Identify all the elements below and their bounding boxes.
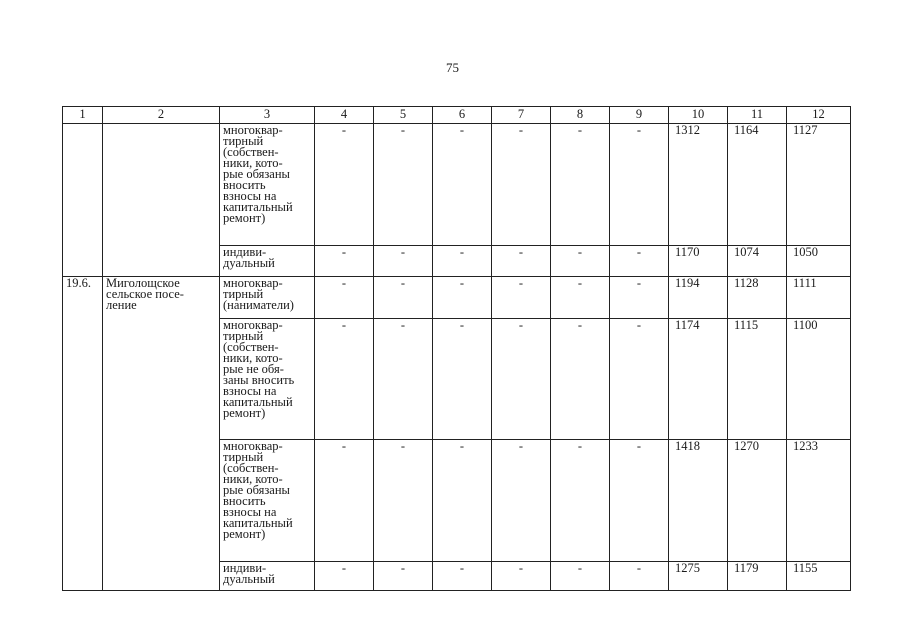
value-cell: 1194 xyxy=(669,277,728,319)
column-header: 6 xyxy=(433,107,492,124)
empty-value: - xyxy=(374,440,433,562)
table-row xyxy=(63,277,851,319)
column-header: 4 xyxy=(315,107,374,124)
value-cell: 1233 xyxy=(787,440,851,562)
tariff-table xyxy=(62,106,851,591)
empty-value: - xyxy=(433,246,492,277)
empty-value: - xyxy=(610,277,669,319)
empty-value: - xyxy=(374,124,433,246)
column-header: 10 xyxy=(669,107,728,124)
value-cell: 1127 xyxy=(787,124,851,246)
empty-value: - xyxy=(610,124,669,246)
value-cell: 1050 xyxy=(787,246,851,277)
empty-value: - xyxy=(374,277,433,319)
column-header: 7 xyxy=(492,107,551,124)
value-cell: 1170 xyxy=(669,246,728,277)
column-header: 9 xyxy=(610,107,669,124)
empty-value: - xyxy=(374,562,433,591)
housing-type: индиви- дуальный xyxy=(220,562,315,591)
page-number: 75 xyxy=(446,60,459,75)
empty-value: - xyxy=(610,562,669,591)
value-cell: 1128 xyxy=(728,277,787,319)
empty-value: - xyxy=(315,440,374,562)
housing-type: индиви- дуальный xyxy=(220,246,315,277)
housing-type: многоквар- тирный (собствен- ники, кото- рые не обя- заны вносить взносы на капитальный ремонт) xyxy=(220,319,315,440)
empty-value: - xyxy=(551,277,610,319)
empty-value: - xyxy=(315,277,374,319)
value-cell: 1275 xyxy=(669,562,728,591)
empty-value: - xyxy=(492,246,551,277)
empty-value: - xyxy=(551,562,610,591)
empty-value: - xyxy=(433,319,492,440)
empty-value: - xyxy=(551,246,610,277)
column-header: 5 xyxy=(374,107,433,124)
value-cell: 1270 xyxy=(728,440,787,562)
empty-value: - xyxy=(492,277,551,319)
value-cell: 1100 xyxy=(787,319,851,440)
empty-value: - xyxy=(492,562,551,591)
settlement-name xyxy=(103,124,220,277)
column-header: 1 xyxy=(63,107,103,124)
value-cell: 1155 xyxy=(787,562,851,591)
value-cell: 1111 xyxy=(787,277,851,319)
housing-type: многоквар- тирный (собствен- ники, кото- рые обязаны вносить взносы на капитальный ремонт) xyxy=(220,124,315,246)
empty-value: - xyxy=(492,319,551,440)
empty-value: - xyxy=(315,319,374,440)
column-header: 11 xyxy=(728,107,787,124)
value-cell: 1179 xyxy=(728,562,787,591)
housing-type: многоквар- тирный (собствен- ники, кото- рые обязаны вносить взносы на капитальный ремонт) xyxy=(220,440,315,562)
value-cell: 1312 xyxy=(669,124,728,246)
empty-value: - xyxy=(374,246,433,277)
empty-value: - xyxy=(433,277,492,319)
column-number-row xyxy=(63,107,851,124)
row-number xyxy=(63,124,103,277)
empty-value: - xyxy=(551,440,610,562)
empty-value: - xyxy=(374,319,433,440)
empty-value: - xyxy=(433,124,492,246)
empty-value: - xyxy=(551,124,610,246)
column-header: 8 xyxy=(551,107,610,124)
settlement-name: Миголощское сельское посе- ление xyxy=(103,277,220,591)
value-cell: 1164 xyxy=(728,124,787,246)
empty-value: - xyxy=(315,124,374,246)
empty-value: - xyxy=(433,562,492,591)
empty-value: - xyxy=(492,440,551,562)
column-header: 2 xyxy=(103,107,220,124)
empty-value: - xyxy=(315,562,374,591)
empty-value: - xyxy=(551,319,610,440)
value-cell: 1115 xyxy=(728,319,787,440)
column-header: 3 xyxy=(220,107,315,124)
empty-value: - xyxy=(610,440,669,562)
column-header: 12 xyxy=(787,107,851,124)
table-row xyxy=(63,124,851,246)
empty-value: - xyxy=(610,319,669,440)
empty-value: - xyxy=(433,440,492,562)
empty-value: - xyxy=(315,246,374,277)
empty-value: - xyxy=(492,124,551,246)
value-cell: 1418 xyxy=(669,440,728,562)
value-cell: 1174 xyxy=(669,319,728,440)
value-cell: 1074 xyxy=(728,246,787,277)
row-number: 19.6. xyxy=(63,277,103,591)
housing-type: многоквар- тирный (наниматели) xyxy=(220,277,315,319)
empty-value: - xyxy=(610,246,669,277)
